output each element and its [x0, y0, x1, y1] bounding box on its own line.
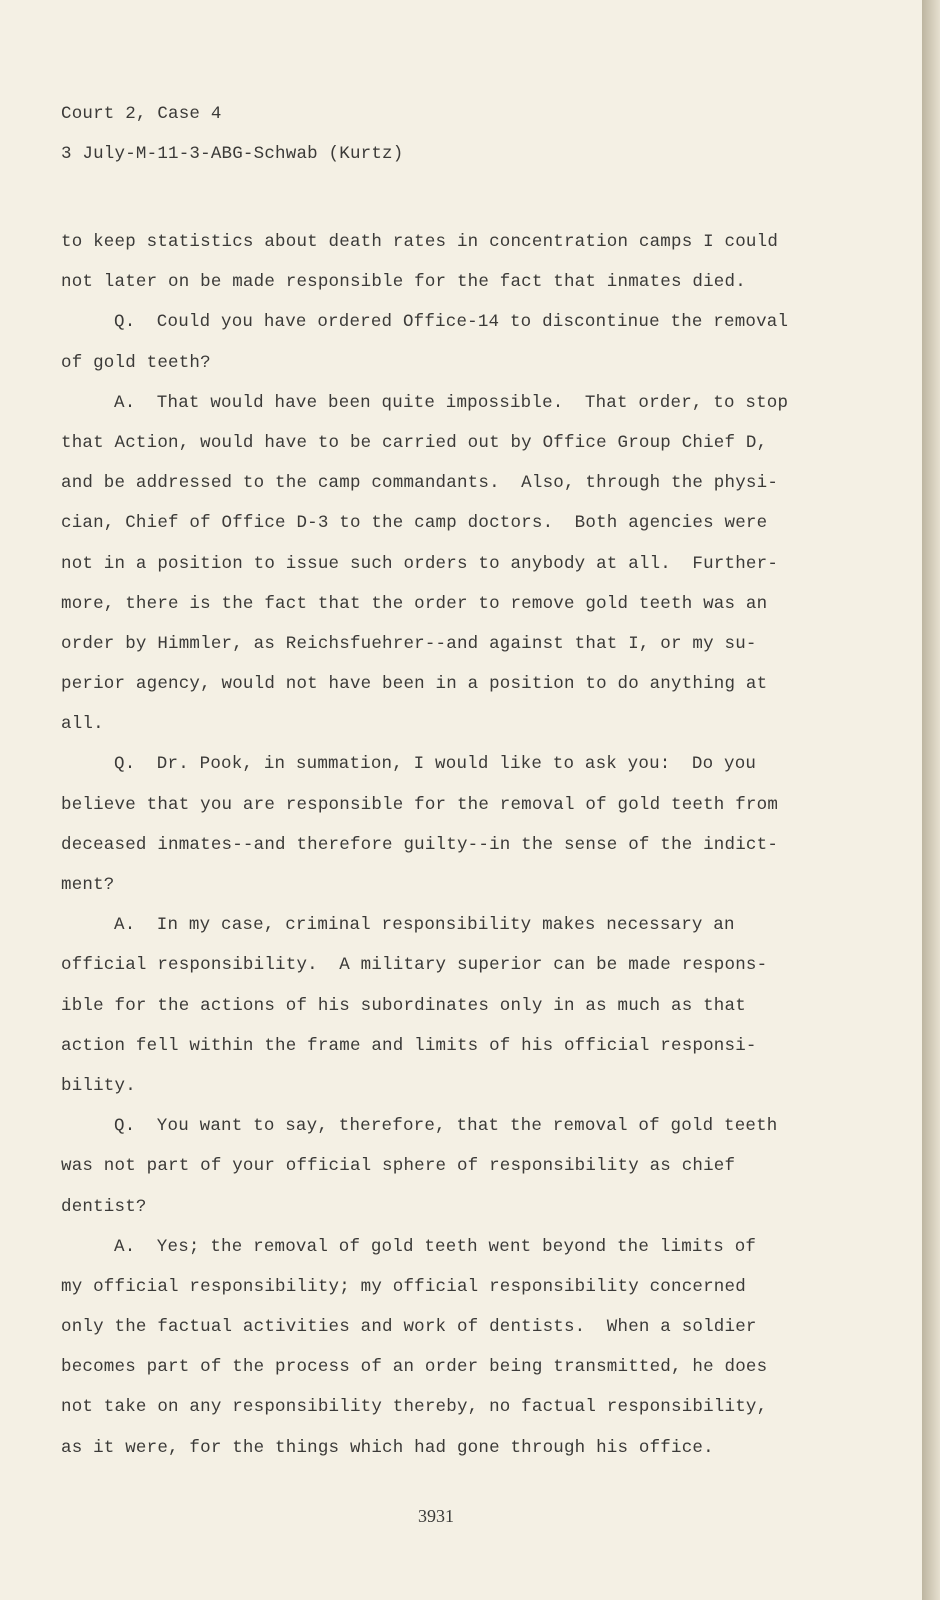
transcript-line: as it were, for the things which had gone through his office.: [61, 1437, 714, 1458]
transcript-line: was not part of your official sphere of responsibility as chief: [61, 1156, 736, 1177]
transcript-line: not take on any responsibility thereby, no factual responsibility,: [61, 1397, 768, 1418]
transcript-line: more, there is the fact that the order to remove gold teeth was an: [61, 593, 768, 614]
transcript-line: dentist?: [61, 1196, 147, 1217]
transcript-line: bility.: [61, 1075, 136, 1096]
transcript-line: not later on be made responsible for the fact that inmates died.: [61, 272, 746, 293]
transcript-line: believe that you are responsible for the removal of gold teeth from: [61, 794, 779, 815]
page-number: 3931: [418, 1506, 454, 1526]
transcript-line: cian, Chief of Office D-3 to the camp doctors. Both agencies were: [61, 513, 768, 534]
transcript-line: not in a position to issue such orders to anybody at all. Further-: [61, 553, 779, 574]
transcript-line: to keep statistics about death rates in concentration camps I could: [61, 232, 779, 252]
transcript-line: perior agency, would not have been in a position to do anything at: [61, 674, 768, 695]
court-case-header: Court 2, Case 4: [61, 104, 222, 124]
transcript-line: deceased inmates--and therefore guilty--in the sense of the indict-: [61, 834, 779, 855]
transcript-line: official responsibility. A military superior can be made respons-: [61, 955, 768, 976]
transcript-line: becomes part of the process of an order being transmitted, he does: [61, 1357, 768, 1378]
transcript-line: A. Yes; the removal of gold teeth went beyond the limits of: [114, 1236, 757, 1257]
transcript-line: Q. Dr. Pook, in summation, I would like to ask you: Do you: [114, 754, 757, 775]
transcript-line: A. That would have been quite impossible. That order, to stop: [114, 392, 789, 413]
transcript-line: ible for the actions of his subordinates only in as much as that: [61, 995, 746, 1016]
transcript-body: [61, 222, 788, 1468]
page-edge: [922, 0, 940, 1600]
transcript-line: of gold teeth?: [61, 352, 211, 373]
transcript-line: ment?: [61, 875, 115, 895]
transcript-line: Q. You want to say, therefore, that the removal of gold teeth: [114, 1116, 778, 1137]
transcript-line: only the factual activities and work of dentists. When a soldier: [61, 1317, 757, 1338]
transcript-line: order by Himmler, as Reichsfuehrer--and against that I, or my su-: [61, 633, 757, 654]
transcript-line: Q. Could you have ordered Office-14 to discontinue the removal: [114, 312, 789, 333]
transcript-line: A. In my case, criminal responsibility makes necessary an: [114, 915, 735, 936]
session-reference: 3 July-M-11-3-ABG-Schwab (Kurtz): [61, 144, 404, 164]
transcript-line: all.: [61, 714, 104, 735]
transcript-line: action fell within the frame and limits of his official responsi-: [61, 1035, 757, 1056]
transcript-line: and be addressed to the camp commandants. Also, through the physi-: [61, 473, 779, 494]
transcript-line: that Action, would have to be carried out by Office Group Chief D,: [61, 432, 768, 453]
transcript-line: my official responsibility; my official responsibility concerned: [61, 1276, 746, 1297]
